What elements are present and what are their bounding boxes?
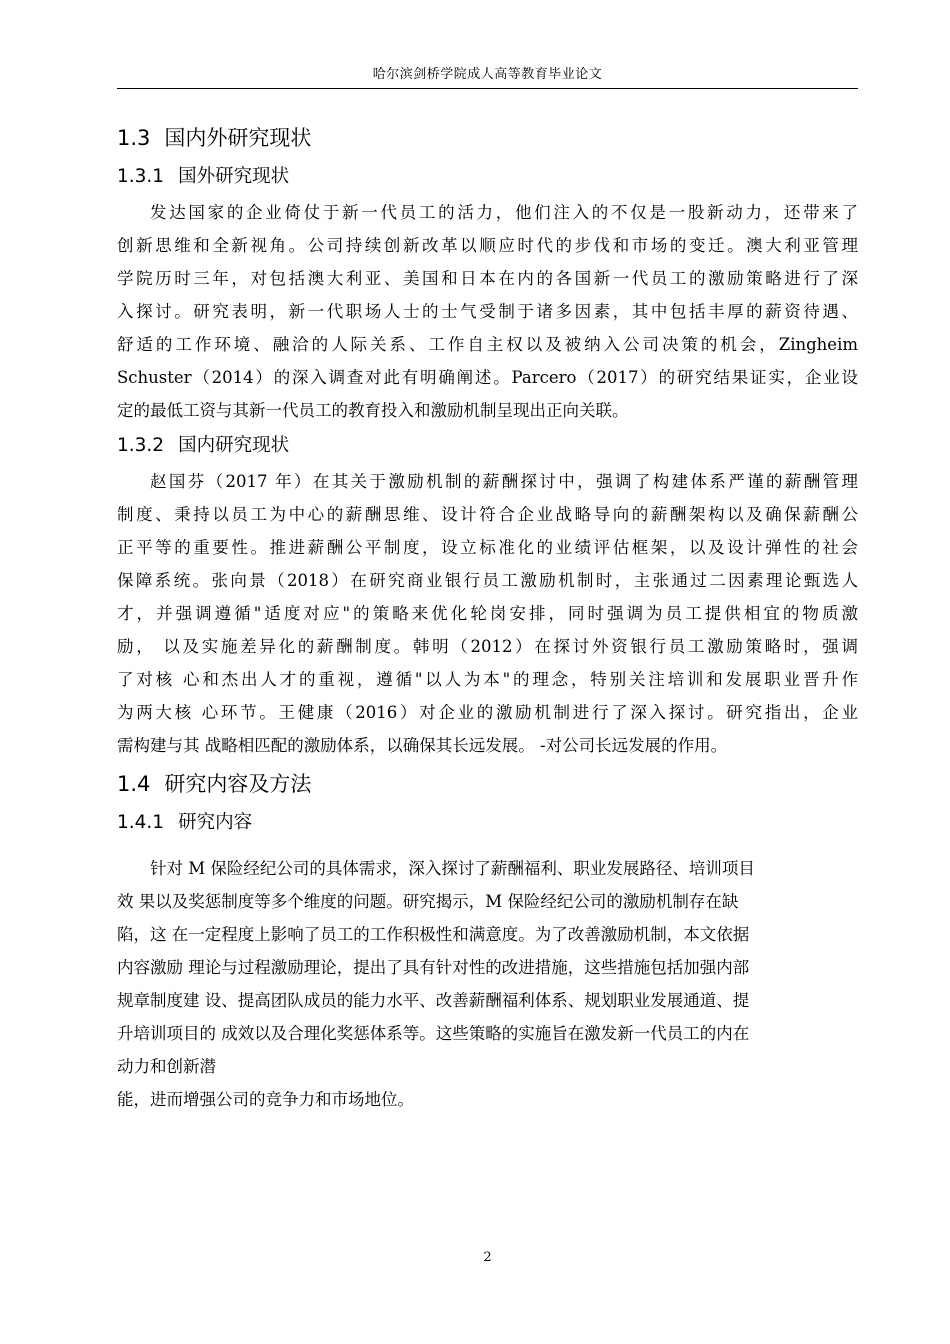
subsection-number: 1.3.2 <box>117 435 165 456</box>
paragraph-line: 励， 以及实施差异化的薪酬制度。韩明（2012）在探讨外资银行员工激励策略时，强调 <box>117 637 858 656</box>
subsection-number: 1.3.1 <box>117 166 165 187</box>
paragraph-foreign-research <box>117 196 858 427</box>
paragraph-line: 保障系统。张向景（2018）在研究商业银行员工激励机制时，主张通过二因素理论甄选人 <box>117 571 858 590</box>
paragraph-line: 创新思维和全新视角。公司持续创新改革以顺应时代的步伐和市场的变迁。澳大利亚管理 <box>117 236 858 255</box>
paragraph-line: 陷，这 在一定程度上影响了员工的工作积极性和满意度。为了改善激励机制，本文依据 <box>117 925 750 944</box>
paragraph-line: 规章制度建 设、提高团队成员的能力水平、改善薪酬福利体系、规划职业发展通道、提 <box>117 991 750 1010</box>
paragraph-line: Schuster（2014）的深入调查对此有明确阐述。Parcero（2017）的研究结果证实，企业设 <box>117 368 858 387</box>
paragraph-line: 针对 M 保险经纪公司的具体需求，深入探讨了薪酬福利、职业发展路径、培训项目 <box>150 859 755 878</box>
paragraph-line: 才，并强调遵循"适度对应"的策略来优化轮岗安排，同时强调为员工提供相宜的物质激 <box>117 604 858 623</box>
header-rule <box>117 88 858 89</box>
paragraph-line: 升培训项目的 成效以及合理化奖惩体系等。这些策略的实施旨在激发新一代员工的内在 <box>117 1024 750 1043</box>
section-heading-1-3 <box>117 118 858 158</box>
section-heading-1-4 <box>117 764 858 804</box>
paragraph-research-content <box>117 852 858 1116</box>
section-number: 1.4 <box>117 772 151 796</box>
paragraph-line: 为两大核 心环节。王健康（2016）对企业的激励机制进行了深入探讨。研究指出，企业 <box>117 703 858 722</box>
subsection-number: 1.4.1 <box>117 812 165 833</box>
paragraph-line: 正平等的重要性。推进薪酬公平制度，设立标准化的业绩评估框架，以及设计弹性的社会 <box>117 538 858 557</box>
subsection-title: 国内研究现状 <box>178 435 290 456</box>
running-header: 哈尔滨剑桥学院成人高等教育毕业论文 <box>372 67 603 82</box>
section-title: 国内外研究现状 <box>164 126 312 150</box>
section-number: 1.3 <box>117 126 151 150</box>
subsection-heading-1-4-1 <box>117 804 858 842</box>
paragraph-line: 舒适的工作环境、融洽的人际关系、工作自主权以及被纳入公司决策的机会，Zingheim <box>117 335 858 354</box>
subsection-heading-1-3-1 <box>117 158 858 196</box>
paragraph-domestic-research <box>117 465 858 762</box>
subsection-title: 研究内容 <box>178 812 253 833</box>
paragraph-line: 制度、秉持以员工为中心的薪酬思维、设计符合企业战略导向的薪酬架构以及确保薪酬公 <box>117 505 858 524</box>
paragraph-line: 入探讨。研究表明，新一代职场人士的士气受制于诸多因素，其中包括丰厚的薪资待遇、 <box>117 302 858 321</box>
paragraph-line: 需构建与其 战略相匹配的激励体系，以确保其长远发展。 -对公司长远发展的作用。 <box>117 736 728 755</box>
paragraph-line: 赵国芬（2017 年）在其关于激励机制的薪酬探讨中，强调了构建体系严谨的薪酬管理 <box>150 472 858 491</box>
page-content <box>117 118 858 1116</box>
paragraph-line: 能，进而增强公司的竞争力和市场地位。 <box>117 1090 414 1109</box>
subsection-title: 国外研究现状 <box>178 166 290 187</box>
paragraph-line: 效 果以及奖惩制度等多个维度的问题。研究揭示，M 保险经纪公司的激励机制存在缺 <box>117 892 739 911</box>
paragraph-line: 定的最低工资与其新一代员工的教育投入和激励机制呈现出正向关联。 <box>117 401 629 420</box>
section-title: 研究内容及方法 <box>164 772 312 796</box>
subsection-heading-1-3-2 <box>117 427 858 465</box>
paragraph-line: 了对核 心和杰出人才的重视，遵循"以人为本"的理念，特别关注培训和发展职业晋升作 <box>117 670 858 689</box>
page-number: 2 <box>483 1250 492 1265</box>
paragraph-line: 发达国家的企业倚仗于新一代员工的活力，他们注入的不仅是一股新动力，还带来了 <box>150 203 858 222</box>
paragraph-line: 内容激励 理论与过程激励理论，提出了具有针对性的改进措施，这些措施包括加强内部 <box>117 958 750 977</box>
paragraph-line: 动力和创新潜 <box>117 1057 216 1076</box>
paragraph-line: 学院历时三年，对包括澳大利亚、美国和日本在内的各国新一代员工的激励策略进行了深 <box>117 269 858 288</box>
